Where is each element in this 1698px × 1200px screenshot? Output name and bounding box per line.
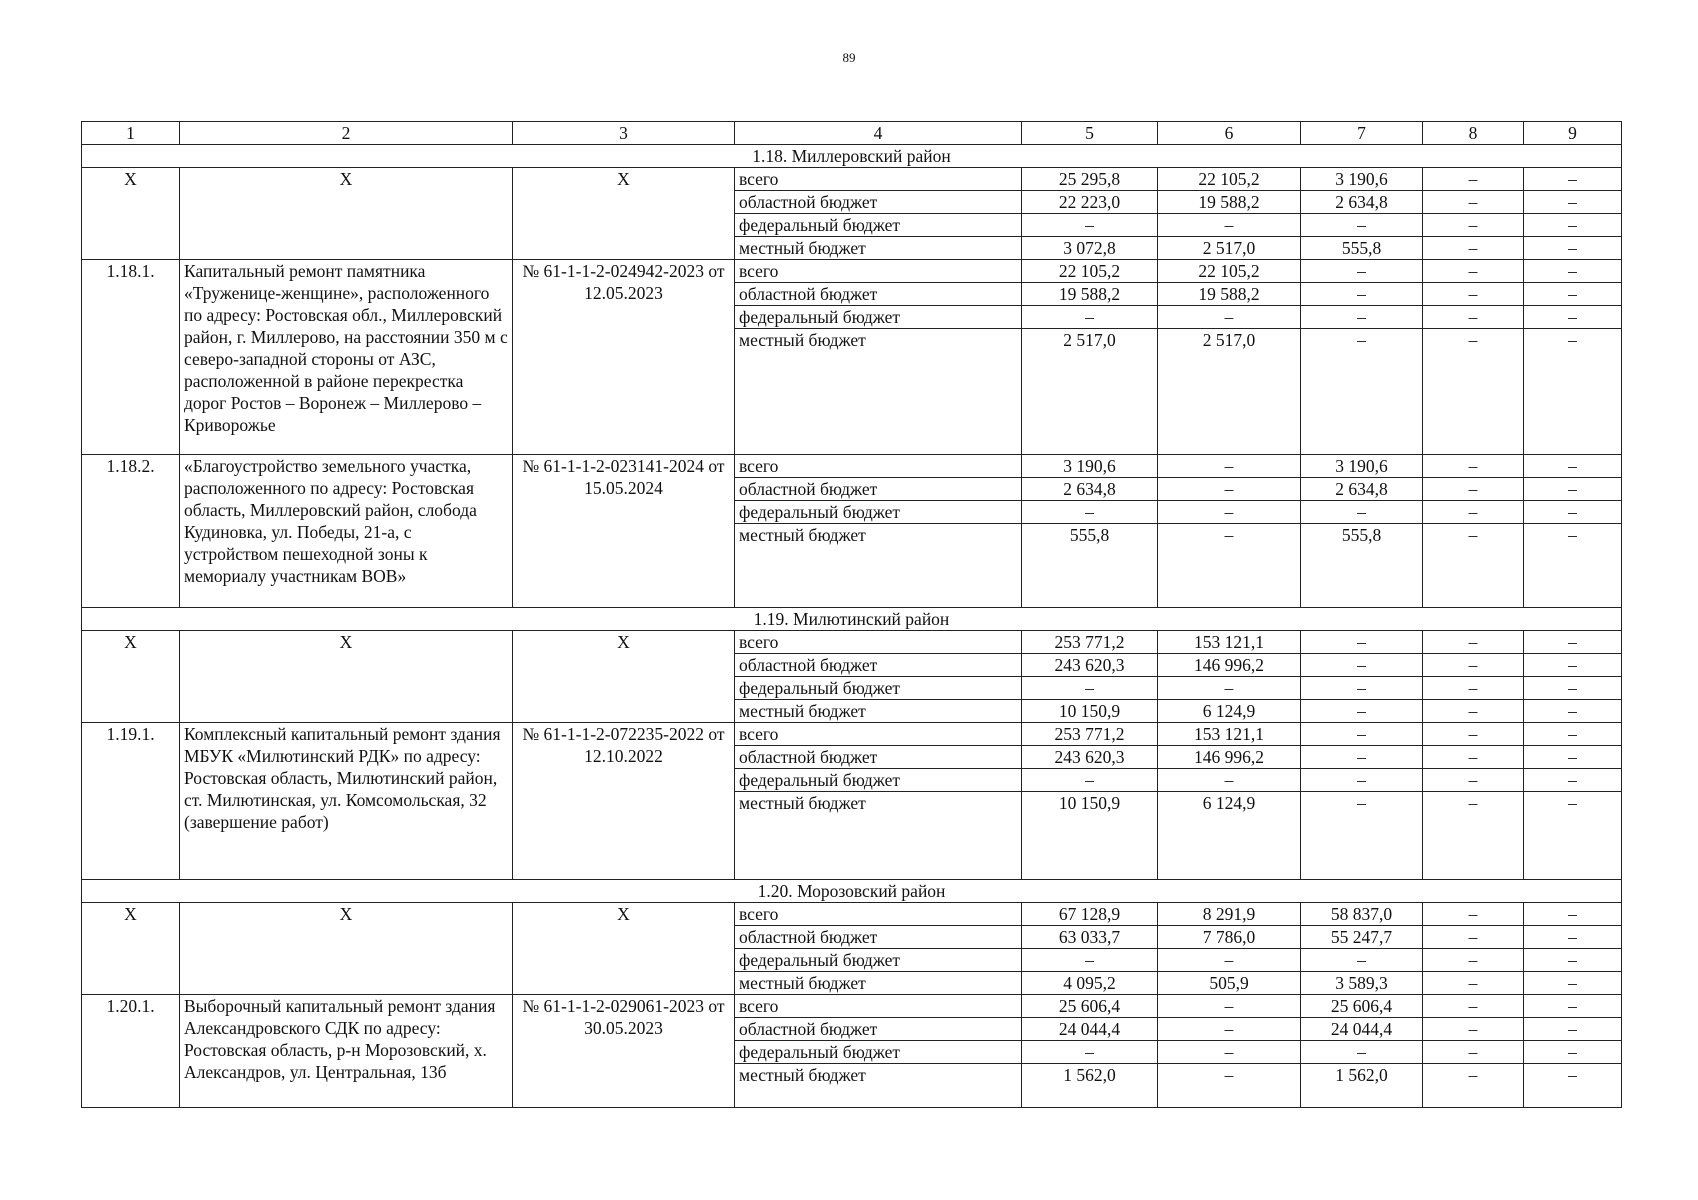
funding-source: федеральный бюджет [735,949,1022,972]
value-col-5: 2 634,8 [1022,478,1158,501]
value-col-7: – [1301,1041,1423,1064]
funding-source: всего [735,631,1022,654]
value-col-5: 25 606,4 [1022,995,1158,1018]
value-col-7: – [1301,501,1423,524]
value-col-5: – [1022,1041,1158,1064]
item-number: X [82,631,180,723]
value-col-5: 4 095,2 [1022,972,1158,995]
funding-source: местный бюджет [735,1064,1022,1108]
value-col-8: – [1423,306,1524,329]
value-col-5: 1 562,0 [1022,1064,1158,1108]
value-col-9: – [1524,329,1622,455]
value-col-8: – [1423,168,1524,191]
value-col-6: 2 517,0 [1158,329,1301,455]
value-col-8: – [1423,1064,1524,1108]
funding-source: местный бюджет [735,792,1022,880]
section-header-row [82,880,1622,903]
value-col-9: – [1524,995,1622,1018]
value-col-8: – [1423,926,1524,949]
funding-source: областной бюджет [735,654,1022,677]
value-col-6: – [1158,524,1301,608]
value-col-6: – [1158,995,1301,1018]
item-registration-number: X [513,168,735,260]
value-col-5: 19 588,2 [1022,283,1158,306]
value-col-6: 19 588,2 [1158,283,1301,306]
funding-source: федеральный бюджет [735,769,1022,792]
column-number-header: 3 [513,122,735,145]
value-col-9: – [1524,168,1622,191]
funding-source: всего [735,455,1022,478]
value-col-7: – [1301,723,1423,746]
value-col-9: – [1524,478,1622,501]
item-number: 1.18.1. [82,260,180,455]
value-col-6: 6 124,9 [1158,792,1301,880]
column-number-header: 1 [82,122,180,145]
value-col-7: – [1301,283,1423,306]
value-col-7: – [1301,306,1423,329]
value-col-5: 253 771,2 [1022,723,1158,746]
value-col-6: 19 588,2 [1158,191,1301,214]
value-col-7: – [1301,631,1423,654]
item-number: 1.18.2. [82,455,180,608]
table-row [82,995,1622,1018]
funding-source: местный бюджет [735,329,1022,455]
funding-source: всего [735,903,1022,926]
table-row [82,631,1622,654]
value-col-8: – [1423,631,1524,654]
value-col-6: – [1158,1064,1301,1108]
value-col-7: – [1301,700,1423,723]
value-col-6: – [1158,677,1301,700]
value-col-6: 153 121,1 [1158,723,1301,746]
value-col-5: 243 620,3 [1022,746,1158,769]
value-col-8: – [1423,524,1524,608]
value-col-6: – [1158,214,1301,237]
value-col-8: – [1423,972,1524,995]
value-col-8: – [1423,478,1524,501]
value-col-7: 3 589,3 [1301,972,1423,995]
column-number-header: 6 [1158,122,1301,145]
value-col-7: – [1301,746,1423,769]
value-col-7: – [1301,677,1423,700]
value-col-6: – [1158,478,1301,501]
value-col-5: – [1022,501,1158,524]
value-col-7: 55 247,7 [1301,926,1423,949]
table-row [82,455,1622,478]
value-col-8: – [1423,746,1524,769]
table-row [82,723,1622,746]
value-col-6: 505,9 [1158,972,1301,995]
value-col-7: – [1301,949,1423,972]
value-col-7: 1 562,0 [1301,1064,1423,1108]
funding-source: всего [735,168,1022,191]
item-registration-number: № 61-1-1-2-029061-2023 от 30.05.2023 [513,995,735,1108]
value-col-8: – [1423,995,1524,1018]
value-col-9: – [1524,654,1622,677]
item-registration-number: X [513,903,735,995]
item-description: X [180,903,513,995]
value-col-5: 10 150,9 [1022,700,1158,723]
value-col-6: 22 105,2 [1158,168,1301,191]
value-col-8: – [1423,283,1524,306]
funding-source: областной бюджет [735,191,1022,214]
value-col-9: – [1524,769,1622,792]
funding-source: федеральный бюджет [735,501,1022,524]
funding-source: местный бюджет [735,972,1022,995]
value-col-9: – [1524,455,1622,478]
section-header-row [82,608,1622,631]
value-col-6: 2 517,0 [1158,237,1301,260]
item-registration-number: № 61-1-1-2-024942-2023 от 12.05.2023 [513,260,735,455]
value-col-7: – [1301,792,1423,880]
column-number-header: 9 [1524,122,1622,145]
value-col-5: 253 771,2 [1022,631,1158,654]
value-col-8: – [1423,1041,1524,1064]
value-col-8: – [1423,237,1524,260]
value-col-8: – [1423,1018,1524,1041]
value-col-7: 555,8 [1301,524,1423,608]
table-row [82,903,1622,926]
value-col-9: – [1524,1064,1622,1108]
value-col-9: – [1524,631,1622,654]
item-registration-number: № 61-1-1-2-023141-2024 от 15.05.2024 [513,455,735,608]
value-col-8: – [1423,191,1524,214]
value-col-9: – [1524,723,1622,746]
funding-source: местный бюджет [735,237,1022,260]
budget-table [81,121,1622,1108]
value-col-5: 67 128,9 [1022,903,1158,926]
funding-source: местный бюджет [735,700,1022,723]
value-col-5: 24 044,4 [1022,1018,1158,1041]
funding-source: областной бюджет [735,926,1022,949]
section-title: 1.19. Милютинский район [82,608,1622,631]
value-col-9: – [1524,1018,1622,1041]
item-number: X [82,903,180,995]
value-col-5: – [1022,677,1158,700]
table-row [82,260,1622,283]
value-col-9: – [1524,949,1622,972]
item-registration-number: X [513,631,735,723]
funding-source: федеральный бюджет [735,1041,1022,1064]
funding-source: областной бюджет [735,746,1022,769]
funding-source: местный бюджет [735,524,1022,608]
funding-source: областной бюджет [735,1018,1022,1041]
value-col-7: 25 606,4 [1301,995,1423,1018]
value-col-7: – [1301,260,1423,283]
value-col-5: 3 072,8 [1022,237,1158,260]
value-col-7: 24 044,4 [1301,1018,1423,1041]
value-col-8: – [1423,769,1524,792]
item-description: Капитальный ремонт памятника «Труженице-женщине», расположенного по адресу: Ростовская обл., Миллеровский район, г. Миллерово, на расстоянии 350 м с северо-западной стороны от АЗС, расположенной в районе перекрестка дорог Ростов – Воронеж – Миллерово – Криворожье [180,260,513,455]
value-col-9: – [1524,1041,1622,1064]
value-col-9: – [1524,306,1622,329]
column-number-header: 7 [1301,122,1423,145]
value-col-5: – [1022,949,1158,972]
value-col-8: – [1423,260,1524,283]
value-col-6: 6 124,9 [1158,700,1301,723]
value-col-9: – [1524,677,1622,700]
column-number-header: 4 [735,122,1022,145]
value-col-6: 8 291,9 [1158,903,1301,926]
section-title: 1.20. Морозовский район [82,880,1622,903]
value-col-5: 22 223,0 [1022,191,1158,214]
section-header-row [82,145,1622,168]
value-col-6: 146 996,2 [1158,654,1301,677]
value-col-6: – [1158,501,1301,524]
value-col-9: – [1524,746,1622,769]
value-col-9: – [1524,792,1622,880]
value-col-8: – [1423,329,1524,455]
value-col-8: – [1423,903,1524,926]
value-col-9: – [1524,926,1622,949]
column-number-header: 2 [180,122,513,145]
value-col-7: 3 190,6 [1301,455,1423,478]
value-col-6: – [1158,1041,1301,1064]
value-col-5: 22 105,2 [1022,260,1158,283]
value-col-8: – [1423,949,1524,972]
value-col-8: – [1423,723,1524,746]
value-col-6: – [1158,306,1301,329]
value-col-6: 146 996,2 [1158,746,1301,769]
value-col-9: – [1524,972,1622,995]
value-col-6: – [1158,455,1301,478]
value-col-8: – [1423,700,1524,723]
item-number: 1.19.1. [82,723,180,880]
value-col-5: 555,8 [1022,524,1158,608]
value-col-5: 3 190,6 [1022,455,1158,478]
item-registration-number: № 61-1-1-2-072235-2022 от 12.10.2022 [513,723,735,880]
item-description: Выборочный капитальный ремонт здания Александровского СДК по адресу: Ростовская область, р-н Морозовский, х. Александров, ул. Центральная, 13б [180,995,513,1108]
value-col-6: – [1158,769,1301,792]
funding-source: всего [735,260,1022,283]
funding-source: всего [735,995,1022,1018]
value-col-7: – [1301,769,1423,792]
value-col-8: – [1423,792,1524,880]
value-col-6: 22 105,2 [1158,260,1301,283]
value-col-7: – [1301,654,1423,677]
value-col-5: 63 033,7 [1022,926,1158,949]
value-col-5: 2 517,0 [1022,329,1158,455]
column-number-header: 5 [1022,122,1158,145]
value-col-5: 25 295,8 [1022,168,1158,191]
value-col-5: 10 150,9 [1022,792,1158,880]
value-col-5: – [1022,769,1158,792]
value-col-9: – [1524,214,1622,237]
table-row [82,168,1622,191]
value-col-6: – [1158,1018,1301,1041]
value-col-7: 555,8 [1301,237,1423,260]
column-number-row [82,122,1622,145]
value-col-6: 7 786,0 [1158,926,1301,949]
value-col-9: – [1524,237,1622,260]
value-col-8: – [1423,455,1524,478]
funding-source: областной бюджет [735,283,1022,306]
value-col-8: – [1423,501,1524,524]
value-col-7: 2 634,8 [1301,478,1423,501]
value-col-7: 3 190,6 [1301,168,1423,191]
item-number: 1.20.1. [82,995,180,1108]
funding-source: всего [735,723,1022,746]
value-col-5: 243 620,3 [1022,654,1158,677]
value-col-6: 153 121,1 [1158,631,1301,654]
funding-source: федеральный бюджет [735,677,1022,700]
value-col-7: – [1301,329,1423,455]
section-title: 1.18. Миллеровский район [82,145,1622,168]
item-description: X [180,631,513,723]
value-col-8: – [1423,654,1524,677]
value-col-8: – [1423,214,1524,237]
funding-source: областной бюджет [735,478,1022,501]
value-col-9: – [1524,191,1622,214]
value-col-7: 2 634,8 [1301,191,1423,214]
item-number: X [82,168,180,260]
value-col-7: – [1301,214,1423,237]
value-col-6: – [1158,949,1301,972]
value-col-9: – [1524,501,1622,524]
value-col-7: 58 837,0 [1301,903,1423,926]
item-description: Комплексный капитальный ремонт здания МБУК «Милютинский РДК» по адресу: Ростовская область, Милютинский район, ст. Милютинская, ул. Комсомольская, 32 (завершение работ) [180,723,513,880]
item-description: X [180,168,513,260]
value-col-5: – [1022,214,1158,237]
funding-source: федеральный бюджет [735,306,1022,329]
value-col-9: – [1524,283,1622,306]
value-col-9: – [1524,524,1622,608]
item-description: «Благоустройство земельного участка, расположенного по адресу: Ростовская область, Миллеровский район, слобода Кудиновка, ул. Победы, 21-а, с устройством пешеходной зоны к мемориалу участникам ВОВ» [180,455,513,608]
value-col-9: – [1524,260,1622,283]
column-number-header: 8 [1423,122,1524,145]
value-col-5: – [1022,306,1158,329]
page-number: 89 [842,50,856,65]
value-col-9: – [1524,700,1622,723]
value-col-8: – [1423,677,1524,700]
funding-source: федеральный бюджет [735,214,1022,237]
value-col-9: – [1524,903,1622,926]
